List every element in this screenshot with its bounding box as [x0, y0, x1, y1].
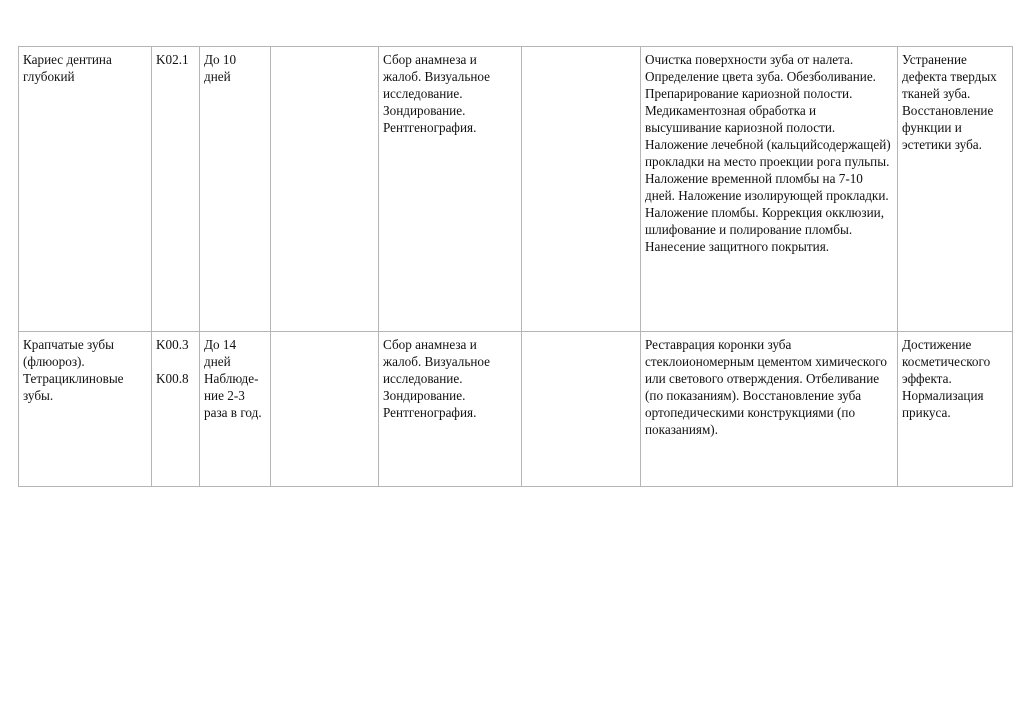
diagnostics-cell: Сбор анамнеза и жалоб. Визуальное исследование. Зондирование. Рентгенография. — [379, 47, 522, 332]
icd-code: K00.8 — [156, 371, 189, 386]
diagnosis-cell: Кариес дентина глубокий — [19, 47, 152, 332]
duration-cell: До 14 дней Наблюде-ние 2-3 раза в год. — [200, 332, 271, 487]
empty-cell — [522, 47, 641, 332]
treatment-table — [18, 46, 1013, 487]
icd-code: K02.1 — [156, 52, 189, 67]
diagnosis-cell: Крапчатые зубы (флюороз). Тетрациклиновые зубы. — [19, 332, 152, 487]
table-row — [19, 47, 1013, 332]
empty-cell — [522, 332, 641, 487]
result-cell: Достижение косметического эффекта. Нормализация прикуса. — [898, 332, 1013, 487]
empty-cell — [271, 332, 379, 487]
code-cell — [152, 47, 200, 332]
empty-cell — [271, 47, 379, 332]
table-row — [19, 332, 1013, 487]
treatment-cell: Очистка поверхности зуба от налета. Определение цвета зуба. Обезболивание. Препарирование кариозной полости. Медикаментозная обработка и высушивание кариозной полости. Наложение лечебной (кальцийсодержащей) прокладки на место проекции рога пульпы. Наложение временной пломбы на 7-10 дней. Наложение изолирующей прокладки. Наложение пломбы. Коррекция окклюзии, шлифование и полирование пломбы. Нанесение защитного покрытия. — [641, 47, 898, 332]
treatment-cell: Реставрация коронки зуба стеклоиономерным цементом химического или светового отверждения. Отбеливание (по показаниям). Восстановление зуба ортопедическими конструкциями (по показаниям). — [641, 332, 898, 487]
code-cell — [152, 332, 200, 487]
duration-cell: До 10 дней — [200, 47, 271, 332]
result-cell: Устранение дефекта твердых тканей зуба. Восстановление функции и эстетики зуба. — [898, 47, 1013, 332]
icd-code: K00.3 — [156, 337, 189, 352]
diagnostics-cell: Сбор анамнеза и жалоб. Визуальное исследование. Зондирование. Рентгенография. — [379, 332, 522, 487]
